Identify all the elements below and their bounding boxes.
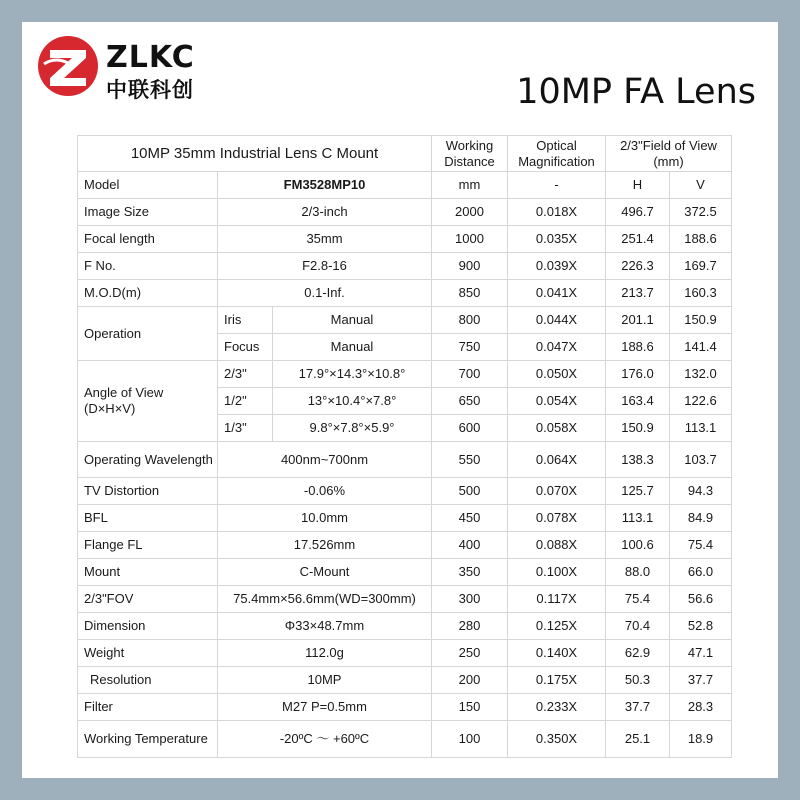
mag-cell: 0.044X	[508, 307, 606, 334]
table-row	[78, 172, 732, 199]
fov-v-cell: 56.6	[670, 586, 732, 613]
wd-cell: 100	[432, 721, 508, 758]
fov-v-cell: 75.4	[670, 532, 732, 559]
spec-value: F2.8-16	[218, 253, 432, 280]
spec-label: Operating Wavelength	[78, 442, 218, 478]
fov-v-cell: 372.5	[670, 199, 732, 226]
mag-cell: 0.039X	[508, 253, 606, 280]
wd-cell: 800	[432, 307, 508, 334]
spec-sub-label: 2/3"	[218, 361, 273, 388]
wd-cell: 1000	[432, 226, 508, 253]
fov-v-cell: 122.6	[670, 388, 732, 415]
spec-value: 2/3-inch	[218, 199, 432, 226]
fov-h-cell: 125.7	[606, 478, 670, 505]
spec-label: BFL	[78, 505, 218, 532]
wd-cell: 700	[432, 361, 508, 388]
spec-value: Manual	[273, 307, 432, 334]
wd-cell: 500	[432, 478, 508, 505]
wd-cell: 900	[432, 253, 508, 280]
wd-cell: 750	[432, 334, 508, 361]
mag-cell: 0.047X	[508, 334, 606, 361]
fov-h-cell: 251.4	[606, 226, 670, 253]
spec-label: Filter	[78, 694, 218, 721]
spec-table	[77, 135, 732, 758]
fov-v-cell: 47.1	[670, 640, 732, 667]
fov-v-cell: 28.3	[670, 694, 732, 721]
mag-cell: 0.175X	[508, 667, 606, 694]
mag-cell: 0.117X	[508, 586, 606, 613]
spec-value: 400nm~700nm	[218, 442, 432, 478]
mag-cell: 0.233X	[508, 694, 606, 721]
mag-cell: 0.125X	[508, 613, 606, 640]
spec-label: TV Distortion	[78, 478, 218, 505]
wd-cell: 850	[432, 280, 508, 307]
wd-cell: 450	[432, 505, 508, 532]
wd-cell: 300	[432, 586, 508, 613]
table-row	[78, 307, 732, 334]
spec-value: M27 P=0.5mm	[218, 694, 432, 721]
fov-v-cell: 37.7	[670, 667, 732, 694]
model-label: Model	[78, 172, 218, 199]
page-title: 10MP FA Lens	[516, 72, 756, 112]
wd-unit: mm	[432, 172, 508, 199]
fov-v-cell: 103.7	[670, 442, 732, 478]
mag-cell: 0.100X	[508, 559, 606, 586]
fov-v-cell: 169.7	[670, 253, 732, 280]
fov-h-cell: 213.7	[606, 280, 670, 307]
spec-label: Weight	[78, 640, 218, 667]
product-header: 10MP 35mm Industrial Lens C Mount	[78, 136, 432, 172]
table-header-row	[78, 136, 732, 172]
brand-logo	[36, 34, 206, 106]
fov-v-cell: 188.6	[670, 226, 732, 253]
working-distance-header: Working Distance	[432, 136, 508, 172]
fov-v-cell: 132.0	[670, 361, 732, 388]
fov-v-cell: 150.9	[670, 307, 732, 334]
table-row	[78, 505, 732, 532]
spec-label: Flange FL	[78, 532, 218, 559]
fov-h-cell: 37.7	[606, 694, 670, 721]
wd-cell: 650	[432, 388, 508, 415]
spec-value: 0.1-Inf.	[218, 280, 432, 307]
mag-cell: 0.140X	[508, 640, 606, 667]
wd-cell: 550	[432, 442, 508, 478]
spec-label: M.O.D(m)	[78, 280, 218, 307]
field-of-view-header: 2/3"Field of View (mm)	[606, 136, 732, 172]
fov-h-cell: 113.1	[606, 505, 670, 532]
fov-v-cell: 52.8	[670, 613, 732, 640]
optical-magnification-header: Optical Magnification	[508, 136, 606, 172]
wd-cell: 250	[432, 640, 508, 667]
fov-v-header: V	[670, 172, 732, 199]
mag-cell: 0.035X	[508, 226, 606, 253]
table-row	[78, 442, 732, 478]
fov-h-cell: 88.0	[606, 559, 670, 586]
fov-h-header: H	[606, 172, 670, 199]
zlkc-logo-icon	[36, 34, 100, 98]
mag-cell: 0.050X	[508, 361, 606, 388]
mag-cell: 0.064X	[508, 442, 606, 478]
wd-cell: 400	[432, 532, 508, 559]
spec-sheet-card	[22, 22, 778, 778]
spec-label: Angle of View (D×H×V)	[78, 361, 218, 442]
wd-cell: 350	[432, 559, 508, 586]
spec-sub-label: Focus	[218, 334, 273, 361]
wd-cell: 150	[432, 694, 508, 721]
spec-label: Operation	[78, 307, 218, 361]
fov-h-cell: 25.1	[606, 721, 670, 758]
model-value: FM3528MP10	[218, 172, 432, 199]
spec-value: 17.526mm	[218, 532, 432, 559]
spec-sub-label: Iris	[218, 307, 273, 334]
mag-cell: 0.070X	[508, 478, 606, 505]
fov-h-cell: 201.1	[606, 307, 670, 334]
mag-cell: 0.088X	[508, 532, 606, 559]
spec-sub-label: 1/2"	[218, 388, 273, 415]
table-row	[78, 640, 732, 667]
fov-h-cell: 163.4	[606, 388, 670, 415]
spec-label: Image Size	[78, 199, 218, 226]
spec-label: Working Temperature	[78, 721, 218, 758]
spec-value: 75.4mm×56.6mm(WD=300mm)	[218, 586, 432, 613]
brand-name-cn: 中联科创	[106, 78, 194, 102]
table-row	[78, 199, 732, 226]
wd-cell: 280	[432, 613, 508, 640]
spec-value: 9.8°×7.8°×5.9°	[273, 415, 432, 442]
fov-v-cell: 66.0	[670, 559, 732, 586]
mag-cell: 0.058X	[508, 415, 606, 442]
fov-v-cell: 84.9	[670, 505, 732, 532]
mag-cell: 0.350X	[508, 721, 606, 758]
table-row	[78, 721, 732, 758]
fov-h-cell: 496.7	[606, 199, 670, 226]
wd-cell: 600	[432, 415, 508, 442]
spec-value: -20ºC ～ +60ºC	[218, 721, 432, 758]
table-row	[78, 478, 732, 505]
spec-value: 13°×10.4°×7.8°	[273, 388, 432, 415]
table-row	[78, 280, 732, 307]
fov-v-cell: 141.4	[670, 334, 732, 361]
spec-sub-label: 1/3"	[218, 415, 273, 442]
spec-label: Focal length	[78, 226, 218, 253]
spec-label: Dimension	[78, 613, 218, 640]
mag-unit: -	[508, 172, 606, 199]
spec-value: C-Mount	[218, 559, 432, 586]
wd-cell: 200	[432, 667, 508, 694]
table-row	[78, 694, 732, 721]
spec-value: 10MP	[218, 667, 432, 694]
fov-h-cell: 75.4	[606, 586, 670, 613]
spec-value: 35mm	[218, 226, 432, 253]
table-row	[78, 586, 732, 613]
fov-h-cell: 138.3	[606, 442, 670, 478]
fov-v-cell: 18.9	[670, 721, 732, 758]
mag-cell: 0.054X	[508, 388, 606, 415]
table-row	[78, 667, 732, 694]
table-row	[78, 532, 732, 559]
spec-label: 2/3"FOV	[78, 586, 218, 613]
fov-h-cell: 62.9	[606, 640, 670, 667]
mag-cell: 0.018X	[508, 199, 606, 226]
spec-value: 112.0g	[218, 640, 432, 667]
fov-v-cell: 160.3	[670, 280, 732, 307]
mag-cell: 0.078X	[508, 505, 606, 532]
table-row	[78, 361, 732, 388]
spec-value: Φ33×48.7mm	[218, 613, 432, 640]
wd-cell: 2000	[432, 199, 508, 226]
fov-h-cell: 100.6	[606, 532, 670, 559]
spec-value: -0.06%	[218, 478, 432, 505]
fov-v-cell: 113.1	[670, 415, 732, 442]
fov-h-cell: 50.3	[606, 667, 670, 694]
table-row	[78, 226, 732, 253]
fov-v-cell: 94.3	[670, 478, 732, 505]
spec-value: 17.9°×14.3°×10.8°	[273, 361, 432, 388]
fov-h-cell: 188.6	[606, 334, 670, 361]
brand-name: ZLKC	[106, 40, 195, 75]
fov-h-cell: 70.4	[606, 613, 670, 640]
table-row	[78, 613, 732, 640]
spec-value: Manual	[273, 334, 432, 361]
table-row	[78, 559, 732, 586]
mag-cell: 0.041X	[508, 280, 606, 307]
spec-label: Mount	[78, 559, 218, 586]
fov-h-cell: 150.9	[606, 415, 670, 442]
spec-label: Resolution	[78, 667, 218, 694]
table-row	[78, 253, 732, 280]
fov-h-cell: 226.3	[606, 253, 670, 280]
fov-h-cell: 176.0	[606, 361, 670, 388]
spec-label: F No.	[78, 253, 218, 280]
spec-value: 10.0mm	[218, 505, 432, 532]
